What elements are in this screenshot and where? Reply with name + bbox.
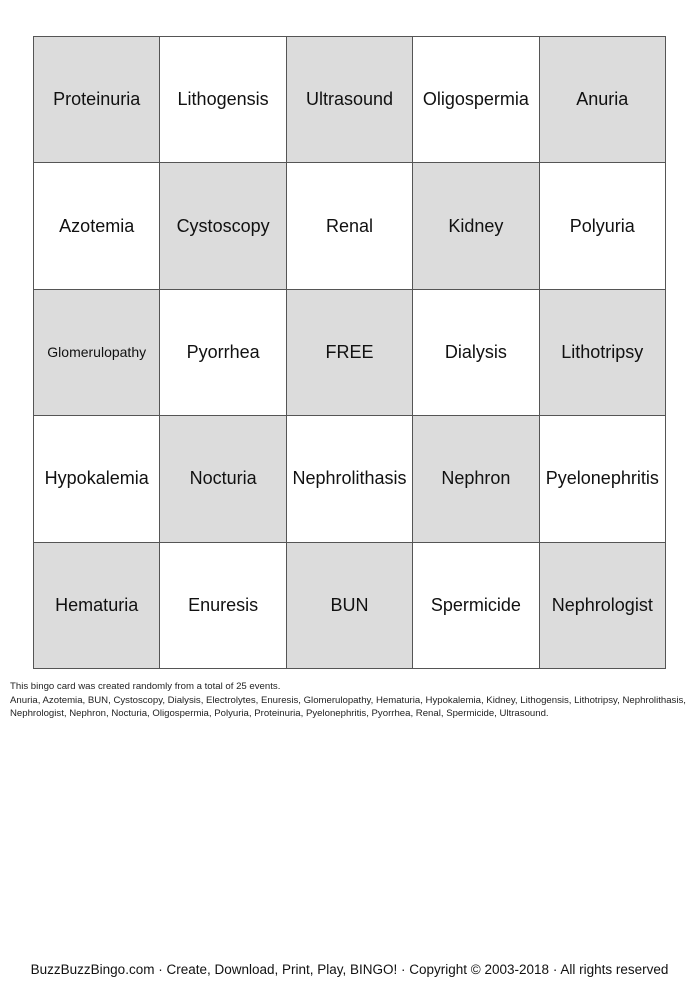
- bingo-cell: [287, 543, 413, 669]
- bingo-cell-label: Anuria: [576, 89, 629, 110]
- bingo-cell: [413, 543, 539, 669]
- bingo-cell-label: Ultrasound: [305, 89, 394, 110]
- bingo-cell: [540, 416, 666, 542]
- bingo-cell: [34, 543, 160, 669]
- bingo-cell: [287, 416, 413, 542]
- card-summary-text: This bingo card was created randomly from a total of 25 events.: [10, 681, 281, 692]
- bingo-cell: [160, 163, 286, 289]
- bingo-cell-label: Pyorrhea: [186, 341, 260, 362]
- copyright-footer: BuzzBuzzBingo.com · Create, Download, Print, Play, BINGO! · Copyright © 2003-2018 · All rights reserved: [30, 962, 669, 977]
- bingo-cell: [160, 543, 286, 669]
- bingo-cell-label: Azotemia: [59, 215, 135, 236]
- event-list-text: Anuria, Azotemia, BUN, Cystoscopy, Dialysis, Electrolytes, Enuresis, Glomerulopathy, Hematuria, Hypokalemia, Kidney, Lithogensis, Lithotripsy, Nephrolithasis, Nephrologist, Nephron, Nocturia, Oligospermia, Polyuria, Proteinuria, Pyelonephritis, Pyorrhea, Renal, Spermicide, Ultrasound.: [10, 694, 686, 719]
- bingo-cell: [34, 416, 160, 542]
- bingo-cell: [413, 163, 539, 289]
- bingo-cell-label: Spermicide: [430, 594, 521, 615]
- card-notes: [10, 680, 690, 721]
- bingo-cell-label: Pyelonephritis: [545, 468, 659, 489]
- bingo-cell: [413, 416, 539, 542]
- bingo-cell-label: Hematuria: [55, 594, 139, 615]
- bingo-cell: [160, 416, 286, 542]
- bingo-cell: [413, 37, 539, 163]
- bingo-cell: [540, 37, 666, 163]
- bingo-cell-label: Hypokalemia: [44, 468, 149, 489]
- bingo-cell: [34, 290, 160, 416]
- bingo-cell-label: Enuresis: [188, 594, 259, 615]
- bingo-cell: [540, 163, 666, 289]
- bingo-cell-label: Oligospermia: [422, 89, 529, 110]
- bingo-cell: [160, 290, 286, 416]
- bingo-cell-label: Kidney: [448, 215, 504, 236]
- bingo-cell-label: Dialysis: [444, 341, 507, 362]
- bingo-cell: [540, 543, 666, 669]
- bingo-cell: [34, 163, 160, 289]
- bingo-card-grid: [33, 36, 666, 669]
- bingo-cell-label: Nephrolithasis: [292, 468, 407, 489]
- bingo-cell-label: Nocturia: [189, 468, 257, 489]
- bingo-cell-label: Proteinuria: [53, 89, 141, 110]
- bingo-cell: [160, 37, 286, 163]
- bingo-cell-label: FREE: [325, 341, 374, 362]
- bingo-cell: [287, 163, 413, 289]
- bingo-cell: [287, 37, 413, 163]
- bingo-cell: [34, 37, 160, 163]
- free-space-cell: [287, 290, 413, 416]
- bingo-cell-label: Glomerulopathy: [47, 344, 147, 361]
- bingo-cell-label: Nephrologist: [551, 594, 653, 615]
- bingo-cell-label: Renal: [325, 215, 373, 236]
- bingo-cell: [540, 290, 666, 416]
- bingo-cell-label: Nephron: [441, 468, 511, 489]
- bingo-cell-label: Lithotripsy: [561, 341, 644, 362]
- bingo-cell: [413, 290, 539, 416]
- bingo-cell-label: Polyuria: [569, 215, 635, 236]
- bingo-cell-label: BUN: [330, 594, 369, 615]
- bingo-cell-label: Lithogensis: [177, 89, 269, 110]
- bingo-cell-label: Cystoscopy: [176, 215, 270, 236]
